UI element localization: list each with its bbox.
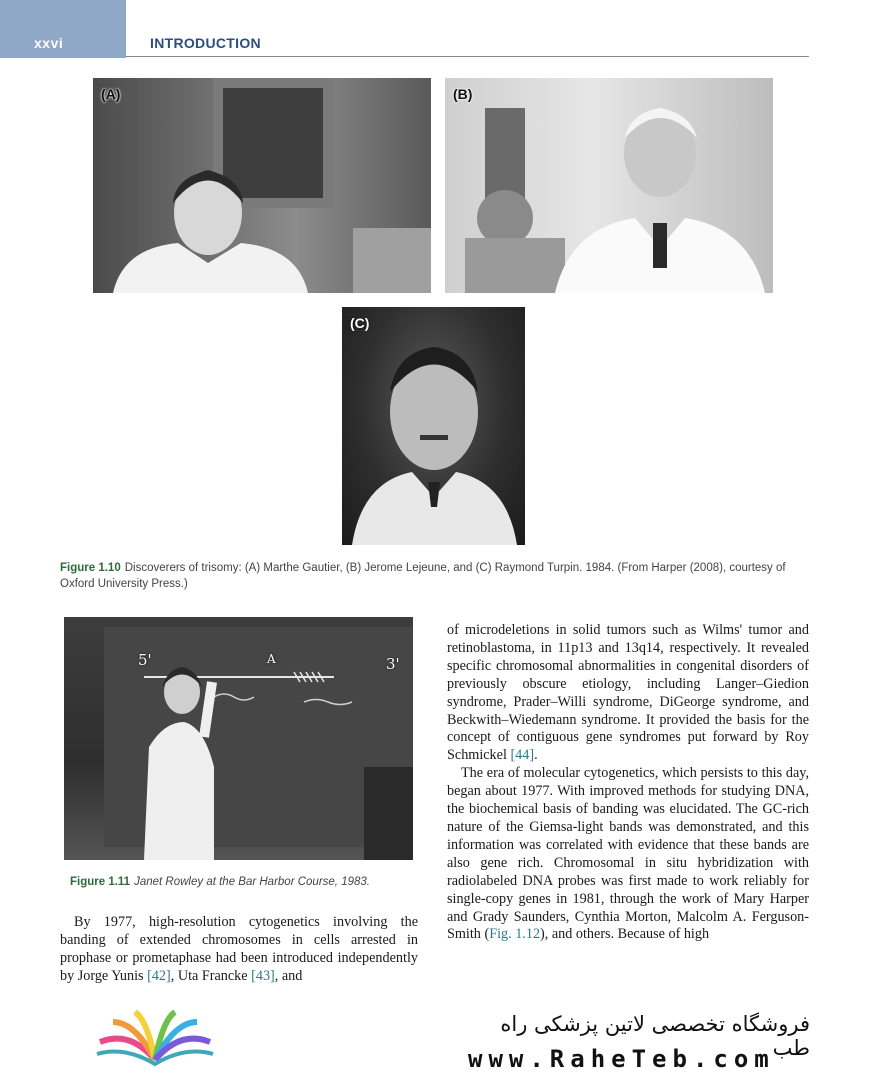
right-p2-text-a: The era of molecular cytogenetics, which persists to this day, began about 1977. With improved methods for studying DNA, the biochemical basis of banding was elucidated. The GC-rich nature of the Giemsa-light bands was demonstrated, and this information was correlated with evidence that these bands are also gene rich. Chromosomal in situ hybridization with radiolabeled DNA probes was first made to work reliably for single-copy genes in 1981, through the work of Mary Harper and Grady Saunders, Cynthia Morton, Malcolm A. Ferguson-Smith ( xyxy=(447,765,809,943)
photo-janet-rowley xyxy=(64,617,413,860)
photo-a-illustration xyxy=(93,78,431,293)
photo-c-illustration xyxy=(342,307,525,545)
left-p-text-b: , Uta Francke xyxy=(170,967,248,984)
figure-1-10-label: Figure 1.10 xyxy=(60,562,121,574)
left-p-text-a: By 1977, high-resolution cytogenetics involving the banding of extended chromosomes in cells arrested in prophase or prometaphase had been introduced independently by Jorge Yunis xyxy=(60,914,418,984)
photo-marthe-gautier xyxy=(93,78,431,293)
reference-43[interactable]: [43] xyxy=(251,967,275,984)
right-paragraph-1 xyxy=(447,622,809,765)
left-paragraph xyxy=(60,914,418,986)
panel-label-b: (B) xyxy=(453,86,473,102)
watermark-shop-name: فروشگاه تخصصی لاتین پزشکی راه طب xyxy=(500,1012,810,1060)
figure-1-10-caption xyxy=(60,560,810,592)
chalk-a: A xyxy=(267,652,276,666)
photo-raymond-turpin xyxy=(342,307,525,545)
figure-1-10-caption-text: Discoverers of trisomy: (A) Marthe Gautier, (B) Jerome Lejeune, and (C) Raymond Turpin. 1984. (From Harper (2008), courtesy of Oxford University Press.) xyxy=(60,562,786,590)
header-rule xyxy=(126,56,809,57)
right-p1-text: of microdeletions in solid tumors such as Wilms' tumor and retinoblastoma, in 11p13 and 13q14, respectively. It revealed specific chromosomal abnormalities in congenital disorders of previously obscure etiology, including Langer–Giedion syndrome, Prader–Willi syndrome, DiGeorge syndrome, and Beckwith–Wiedemann syndrome. It provided the basis for the concept of contiguous gene syndromes put forward by Roy Schmickel xyxy=(447,622,809,764)
right-p2-text-b: ), and others. Because of high xyxy=(540,926,710,943)
chalk-3-prime: 3' xyxy=(386,655,400,673)
photo-d-illustration xyxy=(64,617,413,860)
panel-label-a: (A) xyxy=(101,86,121,102)
right-p1-end: . xyxy=(534,747,538,764)
left-p-text-c: , and xyxy=(274,967,303,984)
right-column xyxy=(447,622,809,944)
chalk-5-prime: 5' xyxy=(138,651,152,669)
photo-jerome-lejeune xyxy=(445,78,773,293)
section-title: INTRODUCTION xyxy=(150,35,261,51)
photo-b-illustration xyxy=(445,78,773,293)
right-paragraph-2 xyxy=(447,765,809,944)
page-number: xxvi xyxy=(34,35,64,51)
reference-44[interactable]: [44] xyxy=(510,747,535,764)
reference-42[interactable]: [42] xyxy=(147,967,171,984)
figure-1-11-label: Figure 1.11 xyxy=(70,876,131,888)
figure-1-11-caption-text: Janet Rowley at the Bar Harbor Course, 1983. xyxy=(134,876,370,888)
panel-label-c: (C) xyxy=(350,315,370,331)
figure-1-12-link[interactable]: Fig. 1.12 xyxy=(489,926,541,943)
figure-1-11-caption xyxy=(70,874,415,890)
book-logo-icon xyxy=(95,1010,215,1068)
watermark-website: www.RaheTeb.com xyxy=(468,1045,775,1073)
